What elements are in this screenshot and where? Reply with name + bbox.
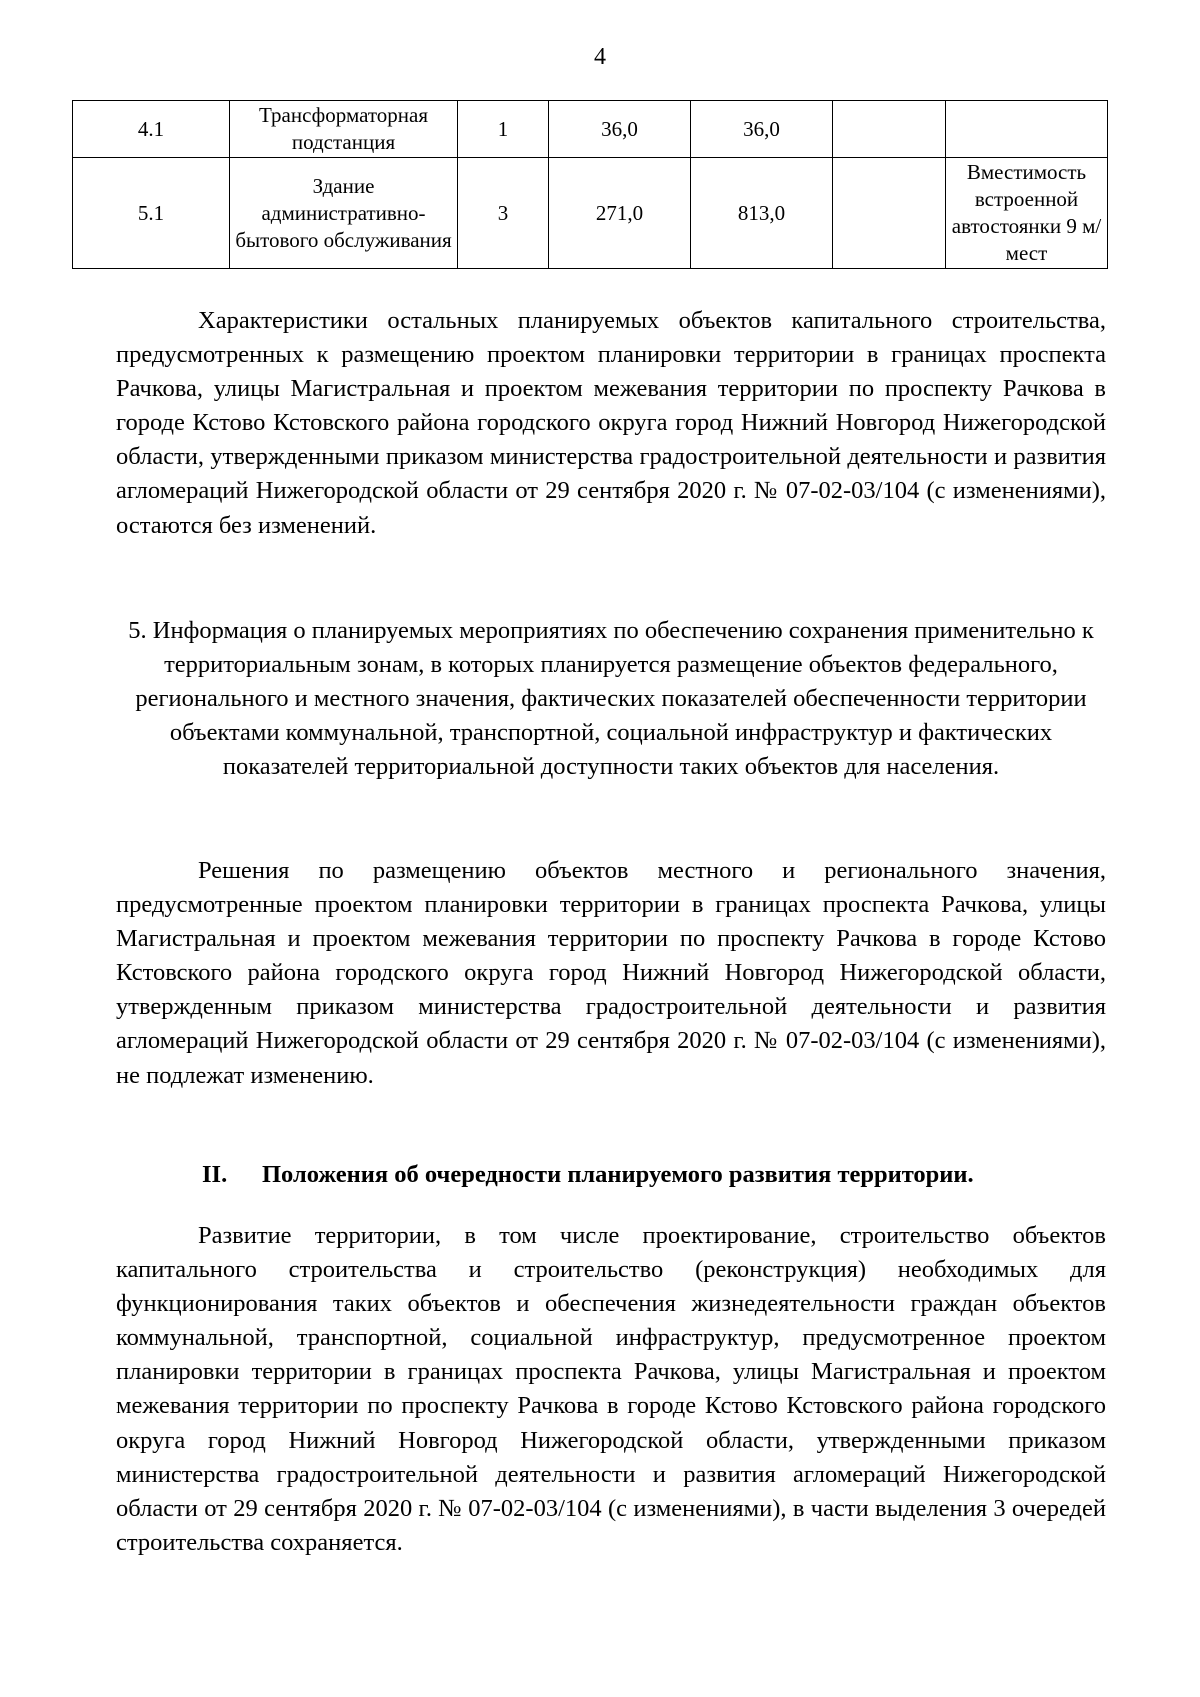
table-row — [73, 158, 1108, 269]
section-5-title: 5. Информация о планируемых мероприятиях по обеспечению сохранения применительно к территориальным зонам, в которых планируется размещение объектов федерального, регионального и местного значения, фактических показателей обеспеченности территории объектами коммунальной, транспортной, социальной инфраструктур и фактических показателей территориальной доступности таких объектов для населения. — [128, 617, 1094, 781]
table-cell: 813,0 — [691, 158, 833, 269]
paragraph-characteristics — [116, 304, 1106, 543]
table-cell — [946, 101, 1108, 158]
objects-table — [72, 100, 1108, 269]
table-row — [73, 101, 1108, 158]
table-cell: Трансформаторная подстанция — [230, 101, 458, 158]
page-number: 4 — [594, 44, 606, 70]
table-cell: Здание административно-бытового обслуживания — [230, 158, 458, 269]
table-cell: 36,0 — [691, 101, 833, 158]
paragraph-text: Развитие территории, в том числе проектирование, строительство объектов капитального строительства и строительство (реконструкция) необходимых для функционирования таких объектов и обеспечения жизнедеятельности граждан объектов коммунальной, транспортной, социальной инфраструктур, предусмотренное проектом планировки территории в границах проспекта Рачкова, улицы Магистральная и проектом межевания территории по проспекту Рачкова в городе Кстово Кстовского района городского округа город Нижний Новгород Нижегородской области, утвержденными приказом министерства градостроительной деятельности и развития агломераций Нижегородской области от 29 сентября 2020 г. № 07-02-03/104 (с изменениями), в части выделения 3 очередей строительства сохраняется. — [116, 1222, 1106, 1556]
heading-number: II. — [202, 1161, 228, 1188]
table-cell: Вместимость встроенной автостоянки 9 м/мест — [946, 158, 1108, 269]
paragraph-development — [116, 1219, 1106, 1560]
table-cell — [833, 158, 946, 269]
heading-text: Положения об очередности планируемого развития территории. — [262, 1161, 974, 1188]
table-cell: 36,0 — [549, 101, 691, 158]
paragraph-decisions — [116, 854, 1106, 1093]
table-cell: 271,0 — [549, 158, 691, 269]
paragraph-text: Характеристики остальных планируемых объектов капитального строительства, предусмотренных к размещению проектом планировки территории в границах проспекта Рачкова, улицы Магистральная и проектом межевания территории по проспекту Рачкова в городе Кстово Кстовского района городского округа город Нижний Новгород Нижегородской области, утвержденными приказом министерства градостроительной деятельности и развития агломераций Нижегородской области от 29 сентября 2020 г. № 07-02-03/104 (с изменениями), остаются без изменений. — [116, 307, 1106, 539]
table-cell: 1 — [458, 101, 549, 158]
section-heading — [202, 1158, 1106, 1192]
table-cell: 4.1 — [73, 101, 230, 158]
table-cell: 3 — [458, 158, 549, 269]
table-cell: 5.1 — [73, 158, 230, 269]
paragraph-text: Решения по размещению объектов местного и регионального значения, предусмотренные проектом планировки территории в границах проспекта Рачкова, улицы Магистральная и проектом межевания территории по проспекту Рачкова в городе Кстово Кстовского района городского округа город Нижний Новгород Нижегородской области, утвержденным приказом министерства градостроительной деятельности и развития агломераций Нижегородской области от 29 сентября 2020 г. № 07-02-03/104 (с изменениями), не подлежат изменению. — [116, 857, 1106, 1089]
table-cell — [833, 101, 946, 158]
